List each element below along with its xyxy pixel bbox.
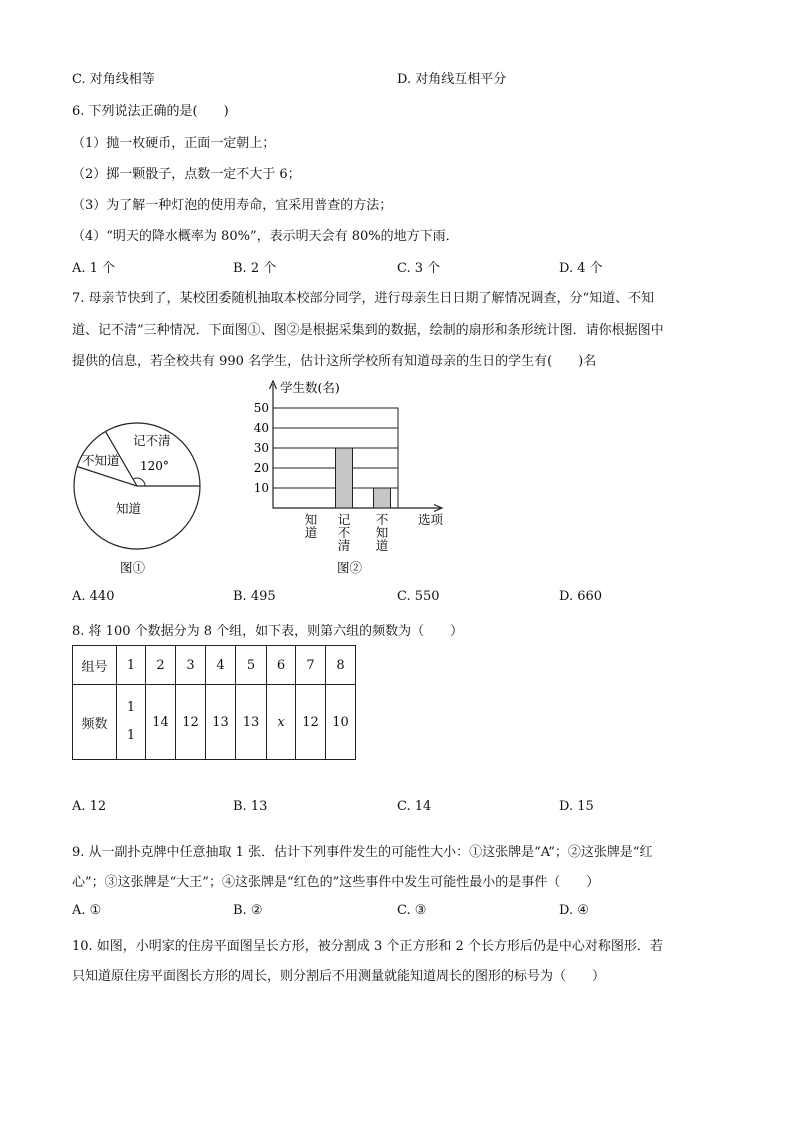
q8-option-a: A. 12 xyxy=(72,799,107,814)
bar-category-label: 道 xyxy=(375,538,389,553)
q5-option-c: C. 对角线相等 xyxy=(72,72,155,87)
bar-记不清 xyxy=(336,448,353,508)
q9-stem-line-1: 9. 从一副扑克牌中任意抽取 1 张．估计下列事件发生的可能性大小：①这张牌是“A”；②这张牌是“红 xyxy=(72,845,653,860)
bar-category-label: 道 xyxy=(304,525,318,540)
q7-option-c: C. 550 xyxy=(397,589,440,604)
q7-option-d: D. 660 xyxy=(559,589,603,604)
bar-chart xyxy=(250,378,450,578)
table-cell-part: 1 xyxy=(126,700,136,715)
table-cell: 12 xyxy=(296,685,326,760)
q8-option-c: C. 14 xyxy=(397,799,432,814)
table-cell: 1 xyxy=(117,646,146,685)
table-cell: 6 xyxy=(267,646,296,685)
bar-category-label: 不 xyxy=(375,512,389,527)
table-cell: 8 xyxy=(326,646,356,685)
q9-option-b: B. ② xyxy=(233,903,263,918)
table-cell: 2 xyxy=(146,646,176,685)
table-cell: x xyxy=(267,685,296,760)
q6-option-a: A. 1 个 xyxy=(72,261,116,276)
q6-statement-2: （2）掷一颗骰子，点数一定不大于 6； xyxy=(72,167,301,182)
table-cell: 13 xyxy=(236,685,267,760)
table-header-frequency: 频数 xyxy=(73,685,117,760)
q6-statement-1: （1）抛一枚硬币，正面一定朝上； xyxy=(72,136,276,151)
pie-angle-label: 120° xyxy=(140,459,169,473)
pie-caption: 图① xyxy=(120,560,146,575)
bar-ytick-label: 30 xyxy=(253,441,269,455)
bar-ytick-label: 10 xyxy=(253,481,269,495)
table-cell xyxy=(117,685,146,760)
q6-statement-4: （4）“明天的降水概率为 80%”，表示明天会有 80%的地方下雨． xyxy=(72,229,459,244)
bar-category-label: 知 xyxy=(375,525,389,540)
frequency-table xyxy=(72,645,356,760)
bar-不知道 xyxy=(374,488,391,508)
table-cell: 14 xyxy=(146,685,176,760)
q5-option-d: D. 对角线互相平分 xyxy=(397,72,507,87)
table-cell: 10 xyxy=(326,685,356,760)
table-cell: 5 xyxy=(236,646,267,685)
q7-stem-line-1: 7. 母亲节快到了，某校团委随机抽取本校部分同学，进行母亲生日日期了解情况调查，分“知道、不知 xyxy=(72,291,655,306)
q6-option-d: D. 4 个 xyxy=(559,261,603,276)
bar-caption: 图② xyxy=(337,560,363,575)
pie-label-jibuqing: 记不清 xyxy=(133,433,171,448)
bar-ylabel: 学生数(名) xyxy=(280,380,340,395)
bar-ytick-label: 50 xyxy=(253,401,269,415)
bar-xlabel: 选项 xyxy=(418,512,444,527)
pie-label-zhidao: 知道 xyxy=(116,501,142,516)
q8-option-d: D. 15 xyxy=(559,799,594,814)
q7-option-a: A. 440 xyxy=(72,589,115,604)
q8-option-b: B. 13 xyxy=(233,799,268,814)
table-cell: 7 xyxy=(296,646,326,685)
table-header-group: 组号 xyxy=(73,646,117,685)
table-cell-part: 1 xyxy=(126,728,136,743)
q6-option-b: B. 2 个 xyxy=(233,261,277,276)
bar-ytick-label: 40 xyxy=(253,421,269,435)
q9-stem-line-2: 心”；③这张牌是“大王”；④这张牌是“红色的”这些事件中发生可能性最小的是事件（ ） xyxy=(72,875,600,890)
q9-option-d: D. ④ xyxy=(559,903,589,918)
q8-stem: 8. 将 100 个数据分为 8 个组，如下表，则第六组的频数为（ ） xyxy=(72,624,464,639)
q7-stem-line-2: 道、记不清”三种情况．下面图①、图②是根据采集到的数据，绘制的扇形和条形统计图．请你根据图中 xyxy=(72,323,664,338)
q9-option-c: C. ③ xyxy=(397,903,427,918)
q10-stem-line-2: 只知道原住房平面图长方形的周长，则分割后不用测量就能知道周长的图形的标号为（ ） xyxy=(72,969,606,984)
table-row-group xyxy=(73,646,356,685)
q7-option-b: B. 495 xyxy=(233,589,276,604)
q7-stem-line-3: 提供的信息，若全校共有 990 名学生，估计这所学校所有知道母亲的生日的学生有( )名 xyxy=(72,354,597,369)
bar-ytick-label: 20 xyxy=(253,461,269,475)
q10-stem-line-1: 10. 如图，小明家的住房平面图呈长方形，被分割成 3 个正方形和 2 个长方形后仍是中心对称图形．若 xyxy=(72,939,663,954)
table-cell: 13 xyxy=(206,685,236,760)
table-cell: 12 xyxy=(176,685,206,760)
q6-stem: 6. 下列说法正确的是( ) xyxy=(72,104,229,119)
pie-chart xyxy=(66,415,216,585)
table-cell: 3 xyxy=(176,646,206,685)
q6-option-c: C. 3 个 xyxy=(397,261,441,276)
table-cell: 4 xyxy=(206,646,236,685)
bar-category-label: 记 xyxy=(337,512,351,527)
table-row-frequency xyxy=(73,685,356,760)
q6-statement-3: （3）为了解一种灯泡的使用寿命，宜采用普查的方法； xyxy=(72,198,393,213)
bar-category-label: 清 xyxy=(337,538,351,553)
bar-category-label: 知 xyxy=(304,512,318,527)
pie-label-buzhidao: 不知道 xyxy=(82,453,120,468)
q9-option-a: A. ① xyxy=(72,903,102,918)
bar-category-label: 不 xyxy=(337,525,351,540)
